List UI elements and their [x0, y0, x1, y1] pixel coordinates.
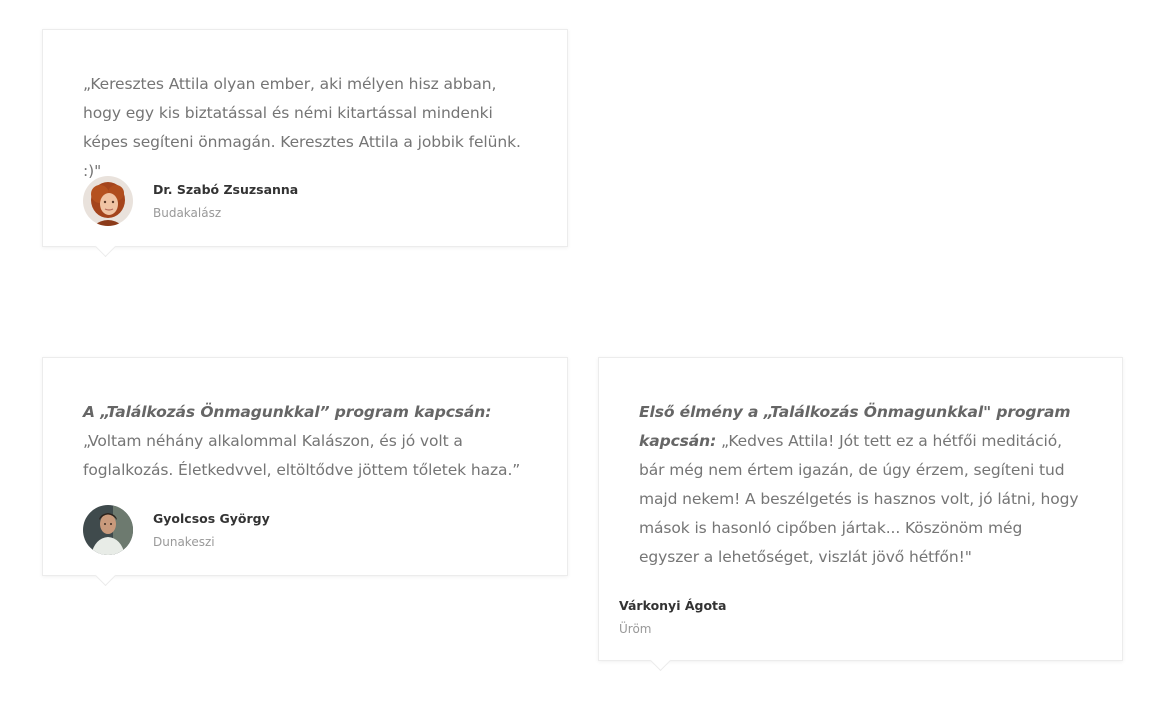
- author-name: Várkonyi Ágota: [619, 598, 727, 613]
- testimonial-author: [83, 505, 270, 555]
- testimonial-quote: [639, 398, 1084, 572]
- testimonial-text: „Kedves Attila! Jót tett ez a hétfői meditáció, bár még nem értem igazán, de úgy érzem, segíteni tud majd nekem! A beszélgetés is hasznos volt, jó látni, hogy mások is hasonló cipőben jártak... Köszönöm még egyszer a lehetőséget, viszlát jövő hétfőn!": [639, 432, 1079, 566]
- testimonial-text: „Voltam néhány alkalommal Kalászon, és jó volt a foglalkozás. Életkedvvel, eltöltődve jöttem tőletek haza.”: [83, 432, 521, 479]
- man-portrait-icon: [83, 505, 133, 555]
- testimonial-quote: [83, 398, 533, 485]
- testimonial-author: [83, 176, 298, 226]
- author-name: Gyolcsos György: [153, 510, 270, 526]
- testimonial-quote: [83, 70, 533, 186]
- author-location: Budakalász: [153, 205, 222, 220]
- testimonial-text: „Keresztes Attila olyan ember, aki mélyen hisz abban, hogy egy kis biztatással és némi kitartással mindenki képes segíteni önmagán. Keresztes Attila a jobbik felünk. :)": [83, 75, 521, 180]
- woman-portrait-icon: [83, 176, 133, 226]
- testimonial-card: [42, 29, 568, 247]
- author-location: Üröm: [619, 622, 652, 636]
- testimonial-author: [619, 597, 726, 638]
- testimonial-lead: A „Találkozás Önmagunkkal” program kapcsán:: [83, 403, 492, 421]
- testimonial-card: [42, 357, 568, 576]
- testimonial-lead: Első élmény a „Találkozás Önmagunkkal" program kapcsán:: [639, 403, 1071, 450]
- author-location: Dunakeszi: [153, 534, 215, 549]
- testimonial-card: [598, 357, 1123, 661]
- author-name: Dr. Szabó Zsuzsanna: [153, 181, 299, 197]
